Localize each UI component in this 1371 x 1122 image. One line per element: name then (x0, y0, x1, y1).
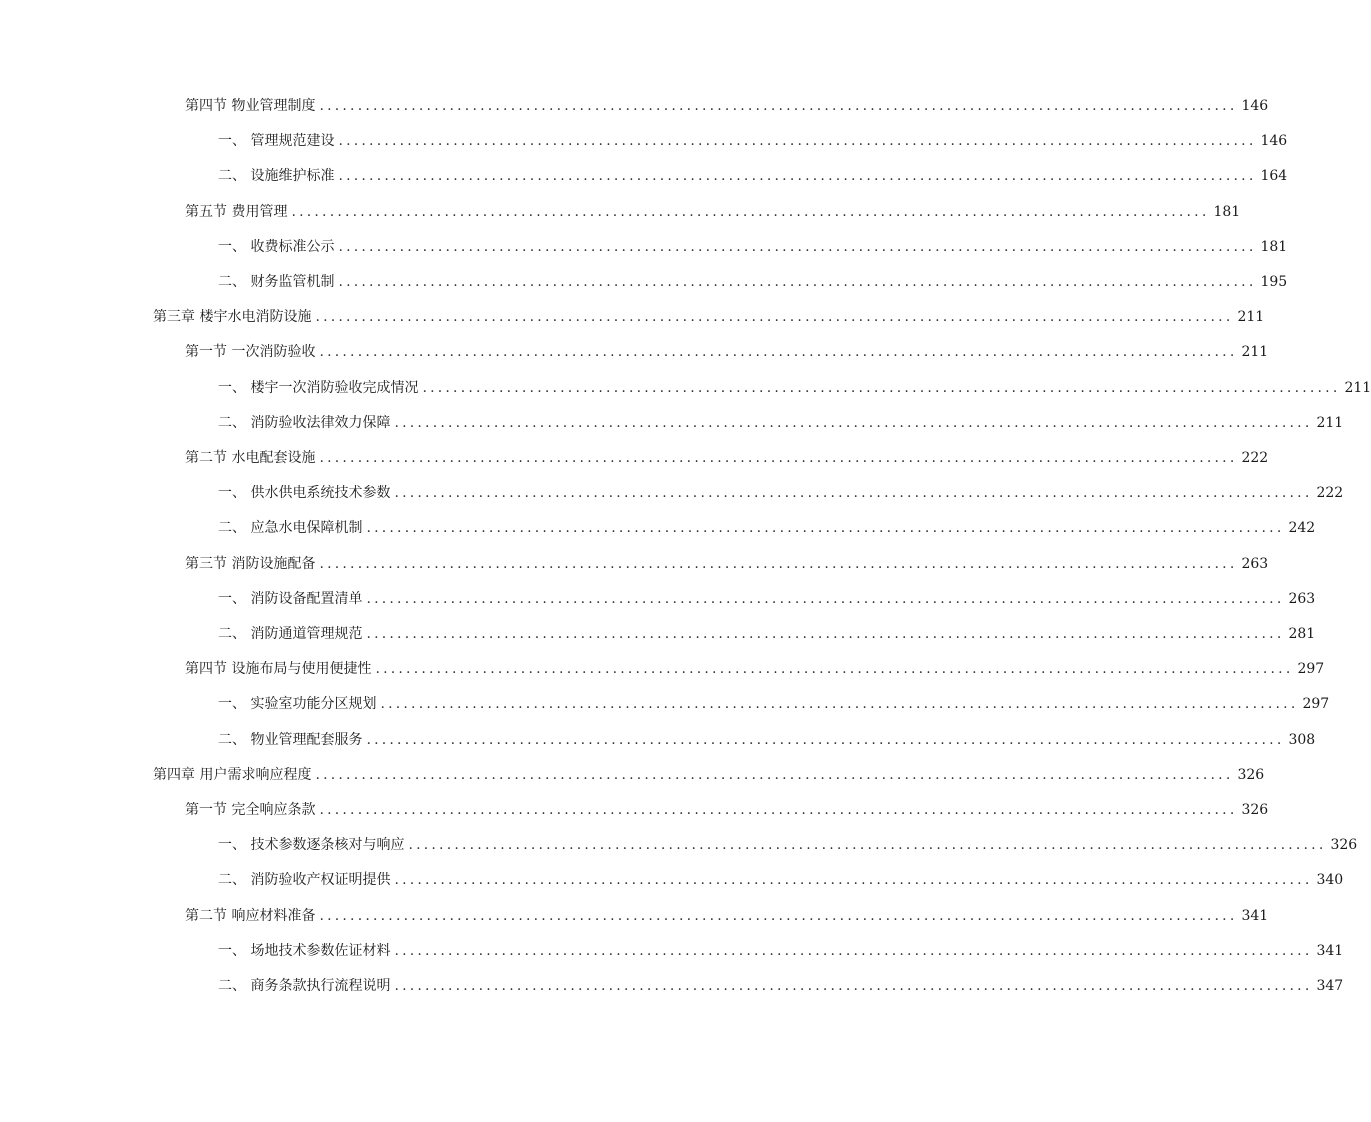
toc-leader-dots: ........................................................................................................................ (291, 203, 1210, 220)
toc-entry-page-number: 181 (1260, 238, 1288, 255)
toc-leader-dots: ........................................................................................................................ (319, 98, 1238, 114)
toc-entry-section[interactable] (185, 903, 1269, 929)
toc-entry-page-number: 326 (1237, 766, 1265, 783)
toc-entry-page-number: 326 (1330, 837, 1358, 854)
toc-entry-title: 一、 楼宇一次消防验收完成情况 (218, 379, 419, 396)
toc-entry-title: 第三章 楼宇水电消防设施 (153, 309, 312, 326)
toc-entry-page-number: 308 (1288, 731, 1316, 748)
toc-leader-dots: ........................................................................................................................ (338, 168, 1257, 185)
toc-entry-title: 第四节 物业管理制度 (185, 98, 316, 114)
toc-leader-dots: ........................................................................................................................ (319, 555, 1238, 572)
toc-entry-item[interactable] (218, 973, 1344, 999)
toc-entry-page-number: 211 (1237, 309, 1265, 326)
toc-leader-dots: ........................................................................................................................ (394, 978, 1313, 994)
toc-entry-title: 一、 场地技术参数佐证材料 (218, 942, 391, 959)
toc-entry-item[interactable] (218, 938, 1344, 964)
toc-entry-page-number: 263 (1241, 555, 1269, 572)
toc-entry-title: 第五节 费用管理 (185, 203, 288, 220)
toc-entry-title: 第三节 消防设施配备 (185, 555, 316, 572)
toc-entry-page-number: 211 (1316, 414, 1344, 431)
toc-entry-item[interactable] (218, 480, 1344, 506)
toc-entry-chapter[interactable] (153, 762, 1265, 788)
toc-entry-title: 一、 实验室功能分区规划 (218, 696, 377, 713)
toc-entry-page-number: 146 (1241, 98, 1269, 114)
toc-entry-title: 一、 技术参数逐条核对与响应 (218, 837, 405, 854)
toc-leader-dots: ........................................................................................................................ (422, 379, 1341, 396)
toc-entry-page-number: 297 (1297, 661, 1325, 678)
toc-leader-dots: ........................................................................................................................ (319, 344, 1238, 361)
toc-entry-item[interactable] (218, 586, 1316, 612)
toc-leader-dots: ........................................................................................................................ (408, 837, 1327, 854)
toc-leader-dots: ........................................................................................................................ (319, 450, 1238, 466)
toc-leader-dots: ........................................................................................................................ (338, 133, 1257, 150)
toc-entry-item[interactable] (218, 867, 1344, 893)
toc-entry-title: 第二节 响应材料准备 (185, 907, 316, 924)
toc-entry-title: 一、 管理规范建设 (218, 133, 335, 150)
toc-leader-dots: ........................................................................................................................ (380, 696, 1299, 713)
toc-entry-item[interactable] (218, 269, 1288, 295)
toc-entry-section[interactable] (185, 656, 1325, 682)
toc-leader-dots: ........................................................................................................................ (394, 414, 1313, 431)
toc-entry-item[interactable] (218, 832, 1358, 858)
toc-entry-page-number: 341 (1241, 907, 1269, 924)
toc-leader-dots: ........................................................................................................................ (394, 872, 1313, 889)
toc-leader-dots: ........................................................................................................................ (315, 766, 1234, 783)
toc-entry-page-number: 263 (1288, 590, 1316, 607)
toc-entry-title: 二、 消防验收产权证明提供 (218, 872, 391, 889)
toc-entry-title: 二、 商务条款执行流程说明 (218, 978, 391, 994)
toc-entry-section[interactable] (185, 445, 1269, 471)
toc-entry-page-number: 211 (1241, 344, 1269, 361)
toc-leader-dots: ........................................................................................................................ (315, 309, 1234, 326)
toc-entry-title: 第二节 水电配套设施 (185, 450, 316, 466)
toc-entry-page-number: 326 (1241, 802, 1269, 818)
toc-entry-item[interactable] (218, 691, 1330, 717)
toc-leader-dots: ........................................................................................................................ (366, 731, 1285, 748)
toc-entry-item[interactable] (218, 515, 1316, 541)
toc-entry-title: 第四章 用户需求响应程度 (153, 766, 312, 783)
toc-entry-title: 二、 应急水电保障机制 (218, 520, 363, 537)
toc-entry-title: 第一节 一次消防验收 (185, 344, 316, 361)
toc-entry-title: 二、 设施维护标准 (218, 168, 335, 185)
toc-entry-page-number: 281 (1288, 626, 1316, 642)
toc-entry-item[interactable] (218, 375, 1371, 401)
toc-entry-title: 二、 物业管理配套服务 (218, 731, 363, 748)
toc-entry-title: 一、 供水供电系统技术参数 (218, 485, 391, 502)
toc-leader-dots: ........................................................................................................................ (366, 626, 1285, 642)
toc-entry-title: 一、 收费标准公示 (218, 238, 335, 255)
toc-entry-page-number: 164 (1260, 168, 1288, 185)
toc-entry-item[interactable] (218, 410, 1344, 436)
toc-entry-section[interactable] (185, 797, 1269, 823)
toc-entry-section[interactable] (185, 551, 1269, 577)
toc-entry-chapter[interactable] (153, 304, 1265, 330)
toc-entry-page-number: 222 (1316, 485, 1344, 502)
toc-entry-item[interactable] (218, 621, 1316, 647)
toc-leader-dots: ........................................................................................................................ (366, 590, 1285, 607)
toc-entry-page-number: 341 (1316, 942, 1344, 959)
toc-entry-title: 第一节 完全响应条款 (185, 802, 316, 818)
toc-entry-item[interactable] (218, 128, 1288, 154)
toc-entry-page-number: 340 (1316, 872, 1344, 889)
toc-entry-title: 第四节 设施布局与使用便捷性 (185, 661, 372, 678)
toc-leader-dots: ........................................................................................................................ (338, 238, 1257, 255)
toc-entry-item[interactable] (218, 234, 1288, 260)
toc-entry-page-number: 146 (1260, 133, 1288, 150)
toc-entry-title: 二、 财务监管机制 (218, 274, 335, 290)
toc-entry-page-number: 297 (1302, 696, 1330, 713)
toc-entry-title: 一、 消防设备配置清单 (218, 590, 363, 607)
toc-entry-page-number: 195 (1260, 274, 1288, 290)
toc-entry-title: 二、 消防验收法律效力保障 (218, 414, 391, 431)
toc-leader-dots: ........................................................................................................................ (319, 907, 1238, 924)
toc-entry-page-number: 242 (1288, 520, 1316, 537)
toc-entry-page-number: 222 (1241, 450, 1269, 466)
toc-entry-page-number: 211 (1344, 379, 1371, 396)
toc-entry-item[interactable] (218, 727, 1316, 753)
toc-entry-section[interactable] (185, 93, 1269, 119)
toc-leader-dots: ........................................................................................................................ (319, 802, 1238, 818)
toc-entry-section[interactable] (185, 339, 1269, 365)
toc-leader-dots: ........................................................................................................................ (366, 520, 1285, 537)
toc-leader-dots: ........................................................................................................................ (375, 661, 1294, 678)
toc-entry-page-number: 347 (1316, 978, 1344, 994)
toc-entry-title: 二、 消防通道管理规范 (218, 626, 363, 642)
toc-entry-page-number: 181 (1213, 203, 1241, 220)
toc-leader-dots: ........................................................................................................................ (394, 485, 1313, 502)
toc-leader-dots: ........................................................................................................................ (338, 274, 1257, 290)
toc-entry-section[interactable] (185, 199, 1241, 225)
toc-leader-dots: ........................................................................................................................ (394, 942, 1313, 959)
toc-entry-item[interactable] (218, 163, 1288, 189)
